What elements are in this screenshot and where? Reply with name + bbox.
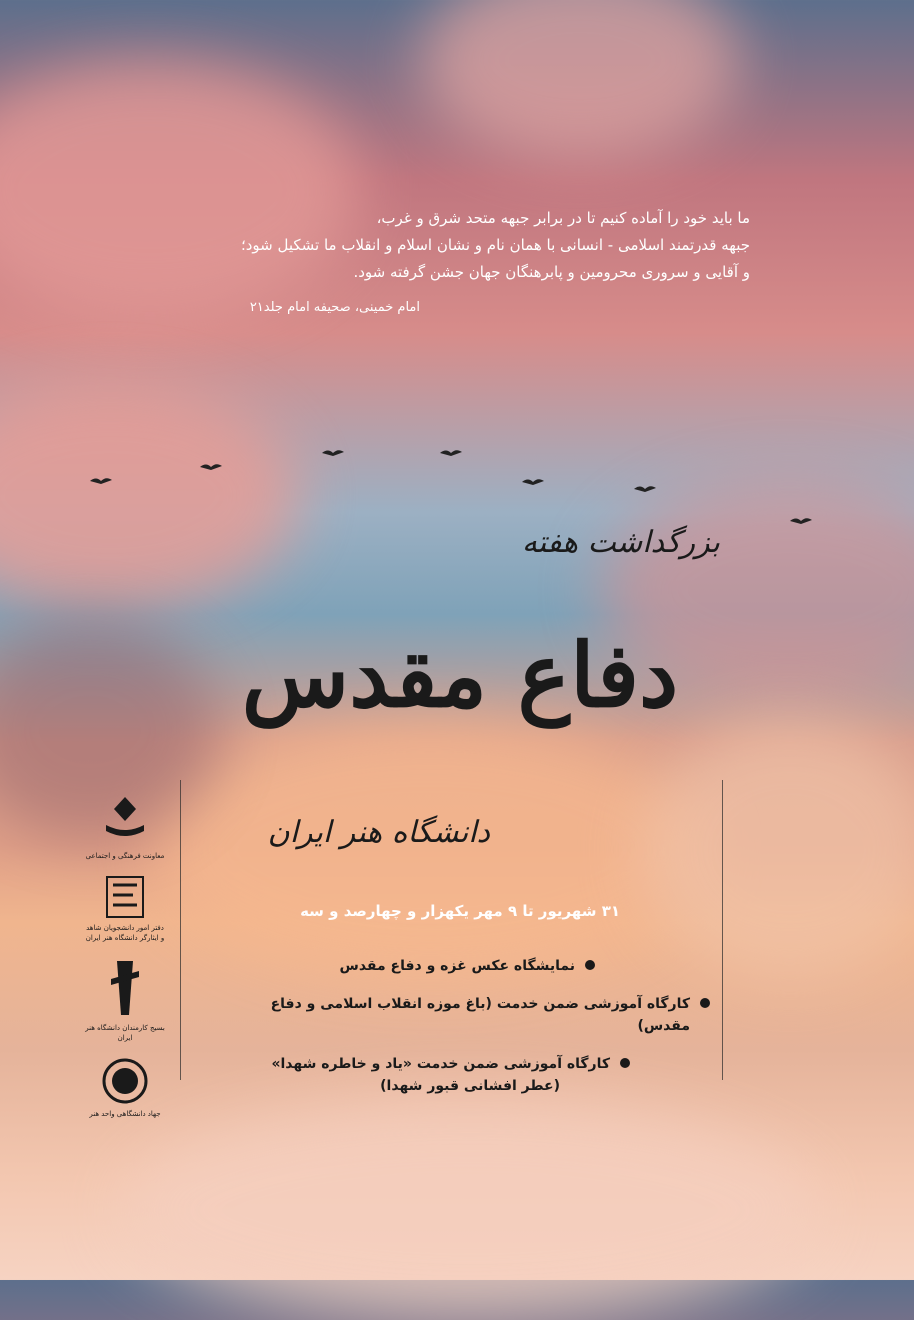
bird-icon (322, 448, 344, 458)
list-item (240, 1053, 710, 1097)
event-text: نمایشگاه عکس غزه و دفاع مقدس (339, 958, 575, 974)
bird-icon (200, 462, 222, 472)
bullet-icon (620, 1058, 630, 1068)
bullet-icon (700, 998, 710, 1008)
logo-caption: بسیج کارمندان دانشگاه هنر ایران (85, 1024, 165, 1042)
jahad-icon (101, 1057, 149, 1105)
art-university-logo (85, 795, 165, 861)
basij-icon (105, 957, 145, 1019)
jahad-logo (85, 1057, 165, 1119)
cloud (120, 1100, 820, 1320)
logo-column (85, 795, 165, 1133)
shahed-office-logo (85, 875, 165, 943)
shahed-office-icon (105, 875, 145, 919)
event-text: کارگاه آموزشی ضمن خدمت (باغ موزه انقلاب اسلامی و دفاع مقدس) (270, 996, 690, 1034)
bird-icon (90, 476, 112, 486)
bird-icon (790, 516, 812, 526)
cloud (420, 0, 740, 160)
bird-icon (522, 477, 544, 487)
quote-line: و آقایی و سروری محرومین و پابرهنگان جهان جشن گرفته شود. (353, 263, 750, 281)
bird-icon (634, 484, 656, 494)
quote-source: امام خمینی، صحیفه امام جلد۲۱ (249, 300, 420, 315)
list-item (240, 993, 710, 1037)
divider (180, 780, 181, 1080)
event-list (240, 955, 710, 1113)
quote-line: جبهه قدرتمند اسلامی - انسانی با همان نام و نشان اسلام و انقلاب ما تشکیل شود؛ (240, 236, 750, 254)
university-name: دانشگاه هنر ایران (267, 815, 490, 850)
main-title: دفاع مقدس (241, 623, 679, 727)
event-text-block (271, 1053, 610, 1097)
quote-line: ما باید خود را آماده کنیم تا در برابر جبهه متحد شرق و غرب، (376, 209, 750, 227)
basij-logo (85, 957, 165, 1043)
logo-caption: معاونت فرهنگی و اجتماعی (85, 852, 165, 860)
event-text: کارگاه آموزشی ضمن خدمت «یاد و خاطره شهدا» (271, 1056, 610, 1072)
event-date: ۳۱ شهریور تا ۹ مهر یکهزار و چهارصد و سه (300, 902, 620, 920)
event-text: (عطر افشانی قبور شهدا) (380, 1078, 560, 1094)
pre-title: بزرگداشت هفته (521, 525, 720, 560)
bullet-icon (585, 960, 595, 970)
quote-block (170, 205, 750, 321)
bird-icon (440, 448, 462, 458)
art-university-icon (98, 795, 152, 847)
logo-caption: دفتر امور دانشجویان شاهد و ایثارگر دانشگاه هنر ایران (85, 924, 165, 942)
logo-caption: جهاد دانشگاهی واحد هنر (89, 1110, 161, 1118)
list-item (240, 955, 710, 977)
divider (722, 780, 723, 1080)
